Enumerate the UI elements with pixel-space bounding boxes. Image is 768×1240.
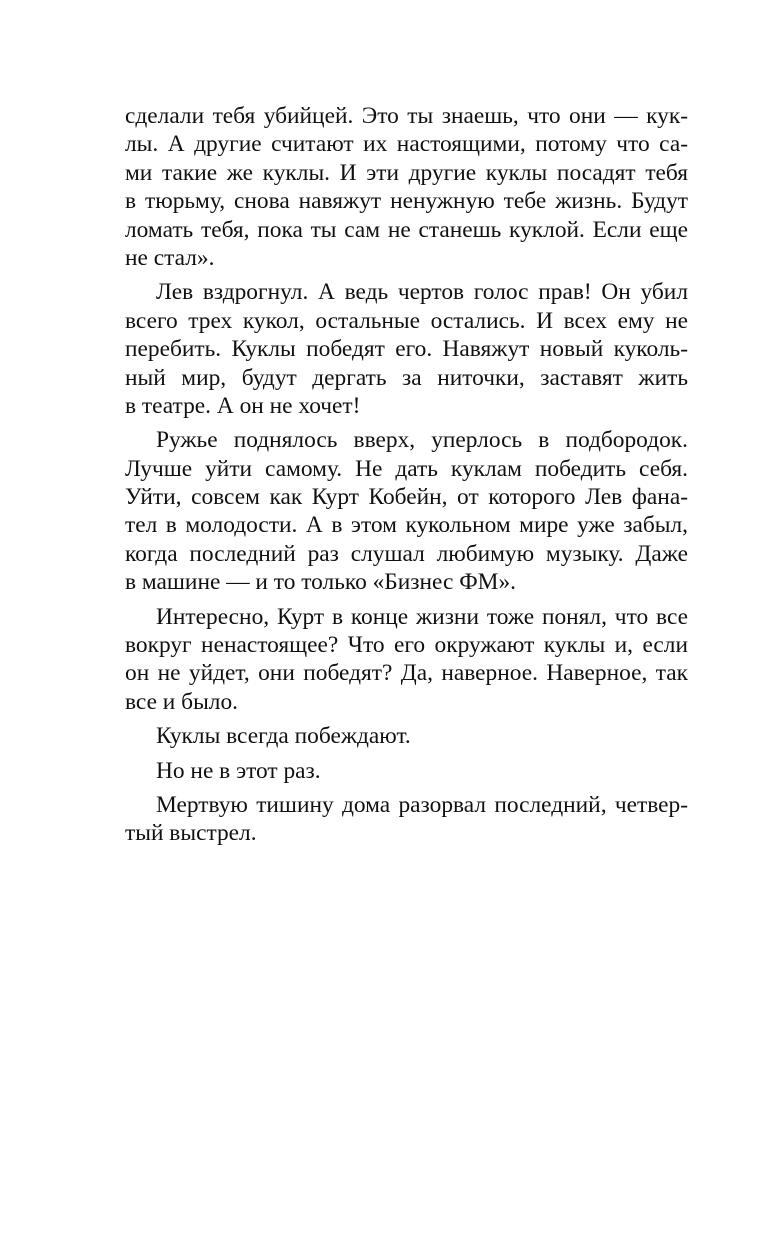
text-line: Ружье поднялось вверх, уперлось в подбородок. [156,427,688,454]
page-text [125,102,688,854]
text-line: в театре. А он не хочет! [125,392,361,419]
text-line: Интересно, Курт в конце жизни тоже понял, что все [156,603,688,630]
text-line: тел в молодости. А в этом кукольном мире уже забыл, [125,512,688,539]
text-line: все и было. [125,688,239,715]
text-line: Мертвую тишину дома разорвал последний, четвер- [156,791,688,818]
paragraph-6 [125,757,688,785]
text-line: сделали тебя убийцей. Это ты знаешь, что они — кук- [125,103,688,129]
text-line: тый выстрел. [125,820,257,847]
paragraph-4 [125,603,688,717]
text-line: Куклы всегда побеждают. [156,723,411,750]
text-line: ломать тебя, пока ты сам не станешь куклой. Если еще [125,216,688,243]
paragraph-5 [125,722,688,750]
text-line: Уйти, совсем как Курт Кобейн, от которого Лев фана- [125,484,688,511]
text-line: когда последний раз слушал любимую музыку. Даже [125,540,688,567]
text-line: в машине — и то только «Бизнес ФМ». [125,569,517,596]
text-line: ный мир, будут дергать за ниточки, заставят жить [125,364,688,391]
text-line: лы. А другие считают их настоящими, потому что са- [125,131,688,158]
text-line: вокруг ненастоящее? Что его окружают куклы и, если [125,632,688,659]
text-line: Но не в этот раз. [156,757,321,784]
paragraph-7 [125,791,688,848]
text-line: Лев вздрогнул. А ведь чертов голос прав! Он убил [156,279,688,306]
text-line: всего трех кукол, остальные остались. И всех ему не [125,307,688,334]
text-line: он не уйдет, они победят? Да, наверное. Наверное, так [125,660,688,687]
text-line: в тюрьму, снова навяжут ненужную тебе жизнь. Будут [125,188,688,215]
text-line: ми такие же куклы. И эти другие куклы посадят тебя [125,159,688,186]
paragraph-1 [125,102,688,272]
paragraph-3 [125,426,688,596]
paragraph-2 [125,278,688,420]
text-line: не стал». [125,244,215,271]
text-line: Лучше уйти самому. Не дать куклам победить себя. [125,455,688,482]
text-line: перебить. Куклы победят его. Навяжут новый куколь- [125,336,688,363]
